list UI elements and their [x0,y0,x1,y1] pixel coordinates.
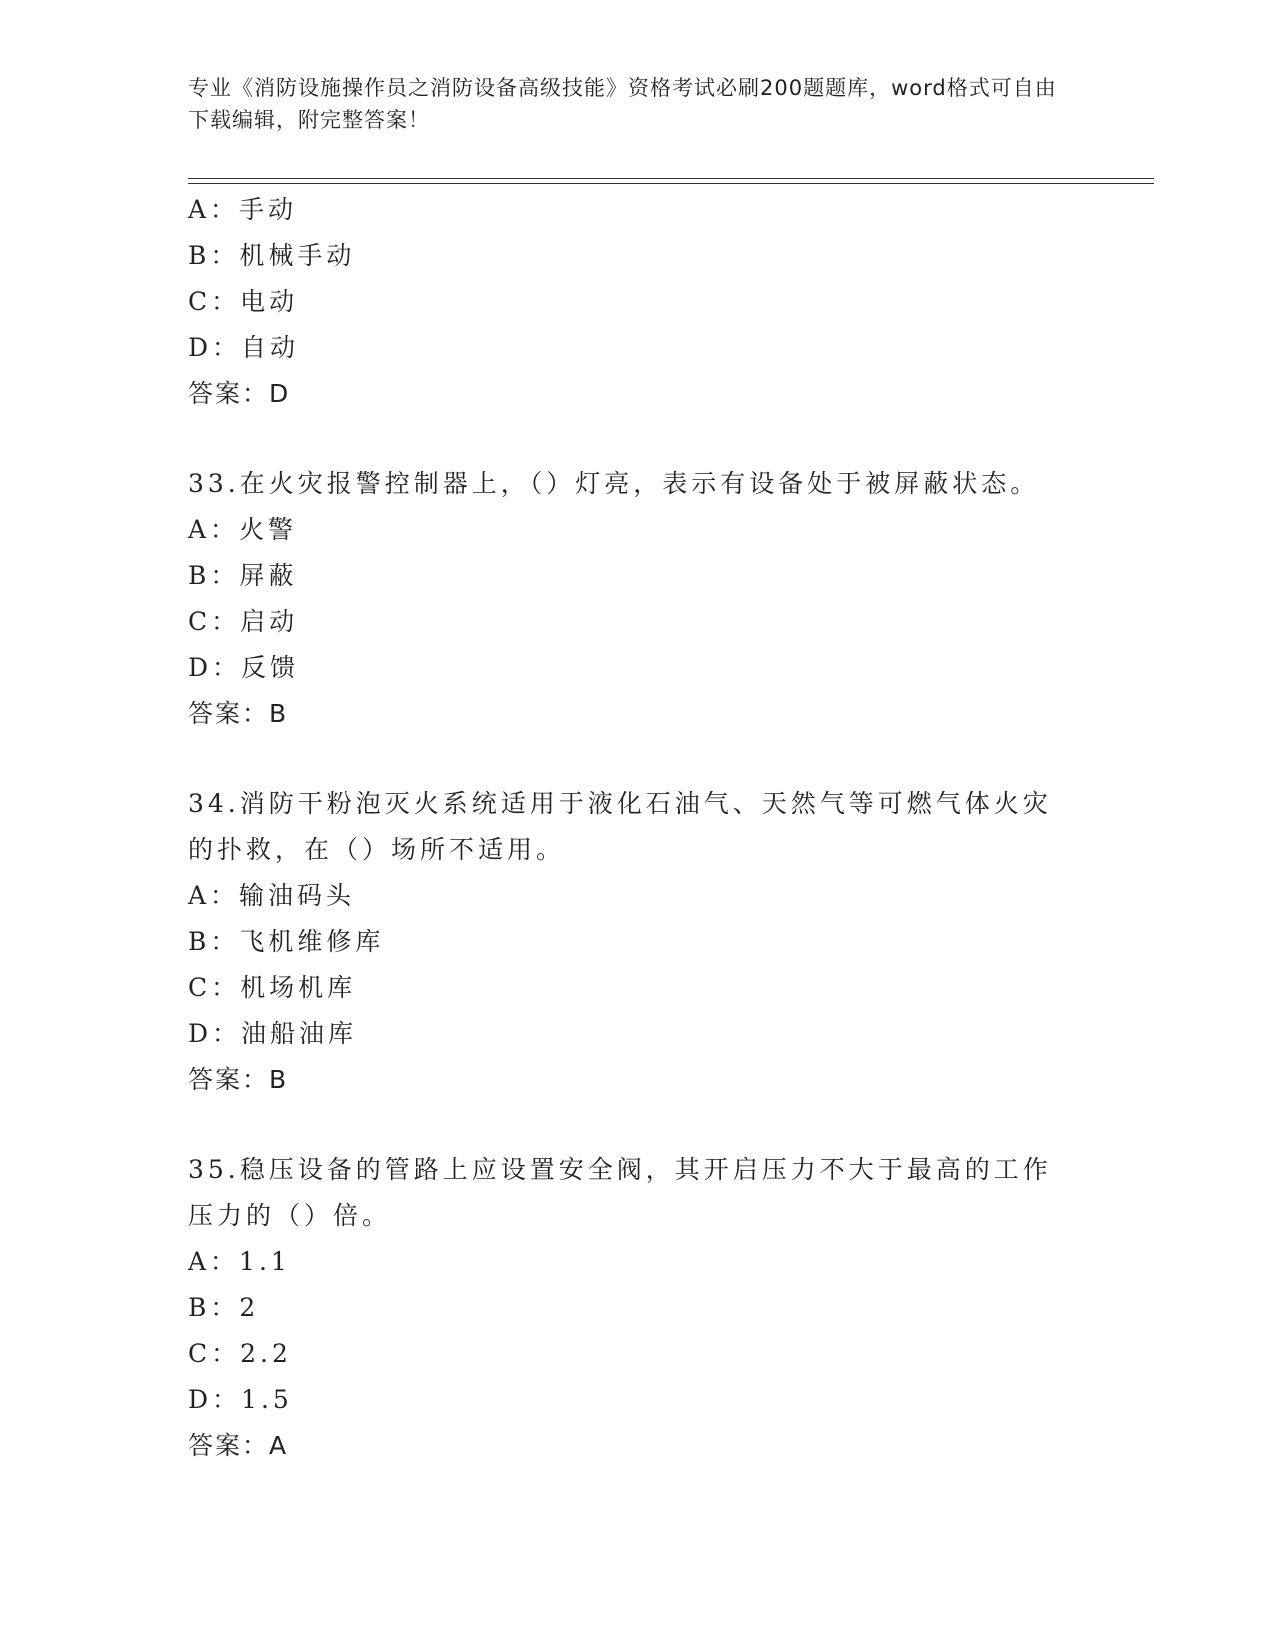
question-stem: 33.在火灾报警控制器上，（）灯亮，表示有设备处于被屏蔽状态。 [188,469,1040,498]
option-d: D：自动 [188,333,300,362]
option-a: A：1.1 [188,1247,291,1276]
option-d: D：反馈 [188,653,300,682]
option-d: D：油船油库 [188,1019,358,1048]
option-c: C：机场机库 [188,973,357,1002]
option-a: A：输油码头 [188,881,356,910]
spacer [188,1103,1088,1147]
answer-label: 答案：B [188,699,289,728]
option-c: C：电动 [188,287,299,316]
spacer [188,737,1088,781]
spacer [188,417,1088,461]
option-c: C：启动 [188,607,299,636]
question-block [188,1147,1088,1469]
question-block [188,461,1088,737]
option-b: B：屏蔽 [188,561,298,590]
document-header: 专业《消防设施操作员之消防设备高级技能》资格考试必刷200题题库，word格式可自由下载编辑，附完整答案！ [188,76,1057,132]
question-block [188,187,1088,417]
answer-label: 答案：A [188,1431,289,1460]
option-d: D：1.5 [188,1385,293,1414]
answer-label: 答案：B [188,1065,289,1094]
header-divider-bottom [188,183,1154,184]
option-b: B：机械手动 [188,241,356,270]
question-list [188,187,1088,1469]
option-a: A：火警 [188,515,298,544]
answer-label: 答案：D [188,379,291,408]
question-stem: 35.稳压设备的管路上应设置安全阀，其开启压力不大于最高的工作压力的（）倍。 [188,1155,1052,1230]
question-block [188,781,1088,1103]
option-b: B：飞机维修库 [188,927,385,956]
option-b: B：2 [188,1293,260,1322]
option-c: C：2.2 [188,1339,292,1368]
header-divider-top [188,178,1154,179]
question-stem: 34.消防干粉泡灭火系统适用于液化石油气、天然气等可燃气体火灾的扑救，在（）场所不适用。 [188,789,1052,864]
option-a: A：手动 [188,195,298,224]
